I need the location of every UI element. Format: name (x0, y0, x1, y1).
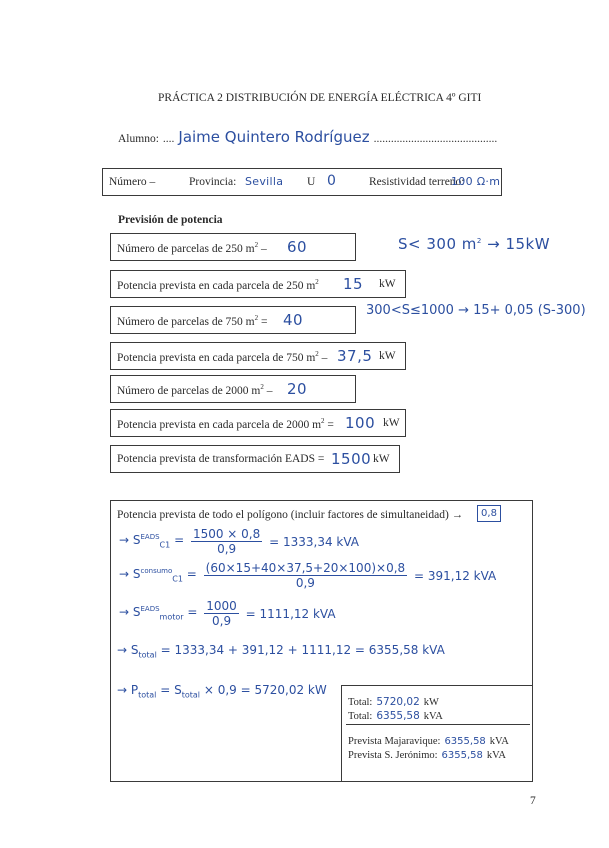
potencia-250-label: Potencia prevista en cada parcela de 250 $m^2$ (117, 278, 319, 292)
potencia-2000-unit: kW (383, 417, 400, 429)
eads-unit: kW (373, 453, 390, 465)
u-label: U (307, 176, 316, 188)
provincia-value: Sevilla (245, 175, 284, 188)
majaravique-unit: kVA (489, 736, 509, 747)
total-kva-value: 6355,58 (376, 710, 420, 722)
parcelas-250-label: Número de parcelas de 250 $m^2$ – (117, 241, 267, 255)
total-kw-value: 5720,02 (376, 696, 420, 708)
potencia-2000-value: 100 (345, 414, 376, 432)
parcelas-2000-value: 20 (287, 380, 308, 398)
prevision-heading: Previsión de potencia (118, 214, 223, 226)
eads-label: Potencia prevista de transformación EADS = (117, 453, 325, 465)
student-dots-after: ........................................... (373, 133, 498, 145)
info-row-box (102, 168, 502, 196)
parcelas-2000-label: Número de parcelas de 2000 $m^2$ – (117, 383, 273, 397)
simultaneity-factor: 0,8 (477, 505, 501, 522)
total-kva-row (348, 706, 443, 724)
student-dots: .... (162, 133, 175, 145)
eq-s-eads: → $S^{EADS}_{C1}$ = $\frac{1500 \times 0,8}{0,9}$ = 1333,34 kVA (119, 527, 359, 556)
page-number: 7 (530, 795, 536, 807)
total-kva-unit: kVA (423, 711, 443, 722)
numero-label: Número – (109, 176, 156, 188)
potencia-2000-box (110, 409, 406, 437)
total-kva-label: Total: (348, 711, 373, 722)
parcelas-750-value: 40 (283, 311, 304, 329)
potencia-250-value: 15 (343, 275, 364, 293)
jeronimo-value: 6355,58 (441, 750, 483, 761)
potencia-750-value: 37,5 (337, 347, 373, 365)
jeronimo-row (348, 745, 506, 763)
provincia-label: Provincia: (189, 176, 237, 188)
eads-value: 1500 (331, 450, 372, 468)
potencia-750-label: Potencia prevista en cada parcela de 750 $m^2$ – (117, 350, 328, 364)
potencia-2000-label: Potencia prevista en cada parcela de 2000 $m^2$ = (117, 417, 334, 431)
calc-box (110, 500, 533, 782)
eq-s-consumo: → $S^{consumo}_{C1}$ = $\frac{(60\times 15+40\times 37,5+20\times 100)\times 0,8}{0,9}$ = 391,12 kVA (119, 561, 497, 590)
calc-title: Potencia prevista de todo el polígono (incluir factores de simultaneidad) → (117, 509, 464, 521)
page-title: PRÁCTICA 2 DISTRIBUCIÓN DE ENERGÍA ELÉCTRICA 4º GITI (158, 92, 482, 104)
eq-p-total: → $P_{total} = S_{total} \times 0,9 = 5720,02$ kW (117, 683, 327, 700)
eq-s-motor: → $S^{EADS}_{motor}$ = $\frac{1000}{0,9}$ = 1111,12 kVA (119, 599, 336, 628)
student-label: Alumno: (118, 133, 159, 145)
parcelas-250-value: 60 (287, 238, 308, 256)
majaravique-label: Prevista Majaravique: (348, 736, 441, 747)
parcelas-250-box (110, 233, 356, 261)
eads-box (110, 445, 400, 473)
majaravique-value: 6355,58 (444, 736, 486, 747)
potencia-750-unit: kW (379, 350, 396, 362)
summary-divider (346, 724, 530, 725)
jeronimo-label: Prevista S. Jerónimo: (348, 750, 438, 761)
potencia-250-box (110, 270, 406, 298)
eq-s-total: → $S_{total} = 1333,34 + 391,12 + 1111,12 = 6355,58$ kVA (117, 643, 445, 660)
resistividad-value: 100 Ω·m (451, 175, 501, 188)
total-kw-label: Total: (348, 697, 373, 708)
jeronimo-unit: kVA (486, 750, 506, 761)
note-power-rule-1: S< 300 $m^2 \to 15kW$ (398, 235, 551, 253)
u-value: 0 (327, 173, 336, 189)
note-power-rule-2: 300<S≤1000 → 15+ 0,05 (S-300) (366, 303, 586, 318)
student-name: Jaime Quintero Rodríguez (178, 128, 370, 146)
resistividad-label: Resistividad terreno: (369, 176, 465, 188)
parcelas-750-label: Número de parcelas de 750 $m^2$ = (117, 314, 268, 328)
potencia-750-box (110, 342, 406, 370)
total-kw-unit: kW (423, 697, 439, 708)
parcelas-750-box (110, 306, 356, 334)
potencia-250-unit: kW (379, 278, 396, 290)
summary-box (341, 685, 533, 782)
parcelas-2000-box (110, 375, 356, 403)
student-line (118, 128, 497, 147)
